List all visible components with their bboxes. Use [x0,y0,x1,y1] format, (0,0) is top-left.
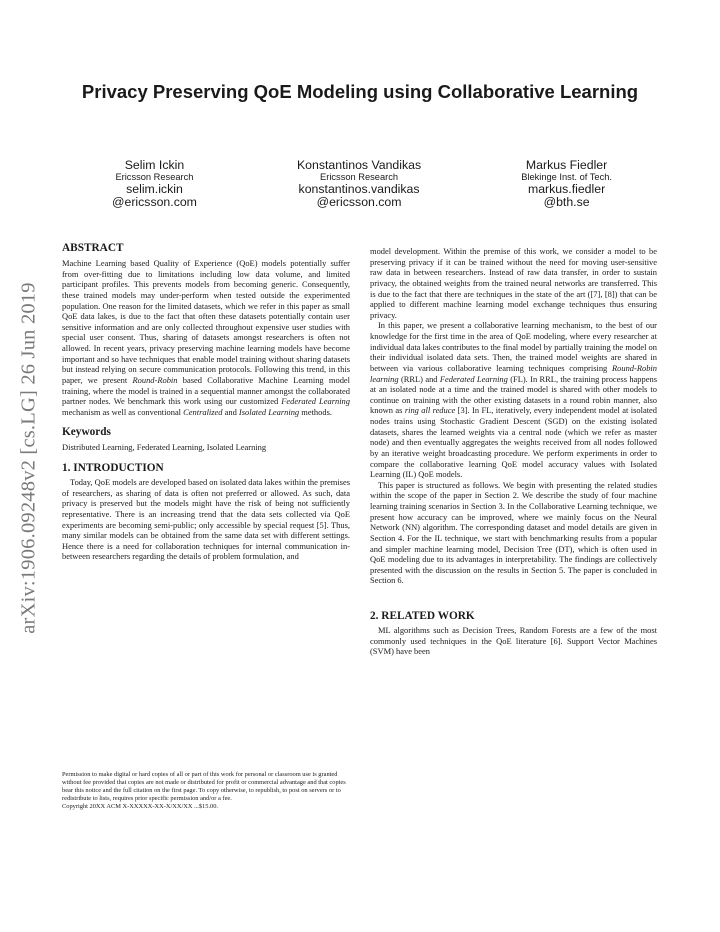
author-affiliation: Ericsson Research [320,172,399,182]
permission-footnote [62,771,350,811]
author-name: Konstantinos Vandikas [296,158,422,172]
abstract-emphasis: Federated Learning [281,396,350,407]
abstract-emphasis: Isolated Learning [238,406,300,417]
author-name: Selim Ickin [124,158,185,172]
paragraph-text-part: [3]. In FL, iteratively, every independent model at isolated nodes trains using Stochastic Gradient Descent (SGD) on the existing isolated datasets, shares the learned weights via a central node (which we refer as master node) and then eventually aggregates the weights received from all nodes followed by an iterative weight broadcasting procedure. We perform experiments in order to compare the collaborative learning QoE model accuracy values with Isolated Learning (IL) QoE models. [370,405,657,480]
paragraph-text-part: In this paper, we present a collaborative learning mechanism, to the best of our knowledge for the first time in the area of QoE modeling, where every researcher at individual data lakes contributes to the final model by partially training the model on their individual isolated data sets. Then, the trained model weights are shared in between via various collaborative learning techniques comprising [370,320,657,373]
abstract-text-part: mechanism as well as conventional [62,406,184,417]
introduction-heading: 1. INTRODUCTION [62,462,164,474]
abstract-emphasis: Round-Robin [132,374,178,385]
paragraph-text-part: (RRL) and [398,373,440,384]
abstract-text-part: methods. [299,406,332,417]
paper-title: Privacy Preserving QoE Modeling using Collaborative Learning [81,81,639,102]
author-email-user: markus.fiedler [527,182,606,196]
paragraph-emphasis: Round-Robin learning [370,362,657,384]
arxiv-stamp-text: arXiv:1906.09248v2 [cs.LG] 26 Jun 2019 [17,282,40,634]
right-paragraph-1: model development. Within the premise of this work, we consider a model to be preserving privacy if it can be trained without the need for moving user-sensitive raw data in between researchers. Instead of raw data transfer, in order to sustain privacy, the obtained weights from the trained neural networks are transferred. This is due to the fact that there are techniques in the state of the art ([7], [8]) that can be applied to different machine learning model exchange techniques thus ensuring privacy. [370,246,657,320]
related-work-paragraph: ML algorithms such as Decision Trees, Random Forests are a few of the most commonly used techniques in the QoE literature [6]. Support Vector Machines (SVM) have been [370,625,657,657]
left-column [62,242,350,562]
author-email-user: selim.ickin [126,182,183,196]
author-email-domain: @bth.se [543,195,590,209]
author-email-user: konstantinos.vandikas [298,182,420,196]
right-paragraph-2 [370,320,657,479]
abstract-text-part: based Collaborative Machine Learning model training, where the model is trained in a sequential manner amongst the collaborated partner nodes. We benchmark this work using our customized [62,374,350,407]
permission-text: Permission to make digital or hard copies of all or part of this work for personal or classroom use is granted without fee provided that copies are not made or distributed for profit or commercial advantage and that copies bear this notice and the full citation on the first page. To copy otherwise, to republish, to post on servers or to redistribute to lists, requires prior specific permission and/or a fee. [62,771,346,802]
abstract-heading: ABSTRACT [62,242,124,254]
author-affiliation: Ericsson Research [115,172,194,182]
arxiv-stamp [17,258,40,658]
author-affiliation: Blekinge Inst. of Tech. [521,172,612,182]
keywords-text: Distributed Learning, Federated Learning, Isolated Learning [62,442,267,453]
abstract-text-part: Machine Learning based Quality of Experience (QoE) models potentially suffer from over-fitting due to limitations including low data volume, and limited participant profiles. This prevents models from becoming generic. Consequently, these trained models may under-perform when tested outside the experimented population. One reason for the limited datasets, which we refer in this paper as small QoE data lakes, is due to the fact that often these datasets potentially contain user sensitive information and are only collected throughout expensive user studies with special user consent. Thus, sharing of datasets amongst researchers is often not allowed. In recent years, privacy preserving machine learning models have become important and so have techniques that enable model training without sharing datasets but instead relying on secure communication protocols. Following this trend, in this paper, we present [62,258,350,385]
keywords-heading: Keywords [62,426,111,439]
author-email-domain: @ericsson.com [112,195,197,209]
abstract-text [62,258,350,417]
related-work-heading: 2. RELATED WORK [370,610,475,622]
abstract-text-part: and [222,406,239,417]
author-1 [112,158,197,209]
author-name: Markus Fiedler [525,158,608,172]
introduction-paragraph: Today, QoE models are developed based on isolated data lakes within the premises of researchers, as sharing of data is often not preferred or allowed. As such, data privacy is preserved but the models might have the risk of being not sufficiently representative. There is an increasing trend that the data sets collected via QoE experiments are becoming semi-public; only accessible by special request [5]. Thus, many similar models can be obtained from the same data set with different settings. Hence there is a need for collaboration techniques for internal communication in-between researchers regarding the details of problem formulation, and [62,477,350,562]
paragraph-emphasis: Federated Learning [439,373,508,384]
right-column [370,246,657,657]
paragraph-emphasis: ring all reduce [404,405,456,416]
paragraph-text-part: (FL). In RRL, the training process happens at an isolated node at a time and the trained model is shared with other models to continue on training with the other existing datasets in a round robin manner, also known as [370,373,657,416]
author-2 [297,158,421,209]
author-block [112,158,612,209]
copyright-line: Copyright 20XX ACM X-XXXXX-XX-X/XX/XX ...$15.00. [62,802,219,810]
right-paragraph-3: This paper is structured as follows. We begin with presenting the related studies within the scope of the paper in Section 2. We describe the study of four machine learning training scenarios in Section 3. In the Collaborative Learning technique, we present how accuracy can be improved, where we mainly focus on the Neural Network (NN) algorithm. The corresponding dataset and model details are given in Section 4. For the IL technique, we start with benchmarking results from a popular and simpler machine learning model, Decision Tree (DT), which is often used in QoE modeling due to its advantages in interpretability. The findings are collectively presented with the discussion on the results in Section 5. The paper is concluded in Section 6. [370,479,657,586]
author-email-domain: @ericsson.com [316,195,402,209]
abstract-emphasis: Centralized [183,406,223,417]
author-3 [521,158,612,209]
